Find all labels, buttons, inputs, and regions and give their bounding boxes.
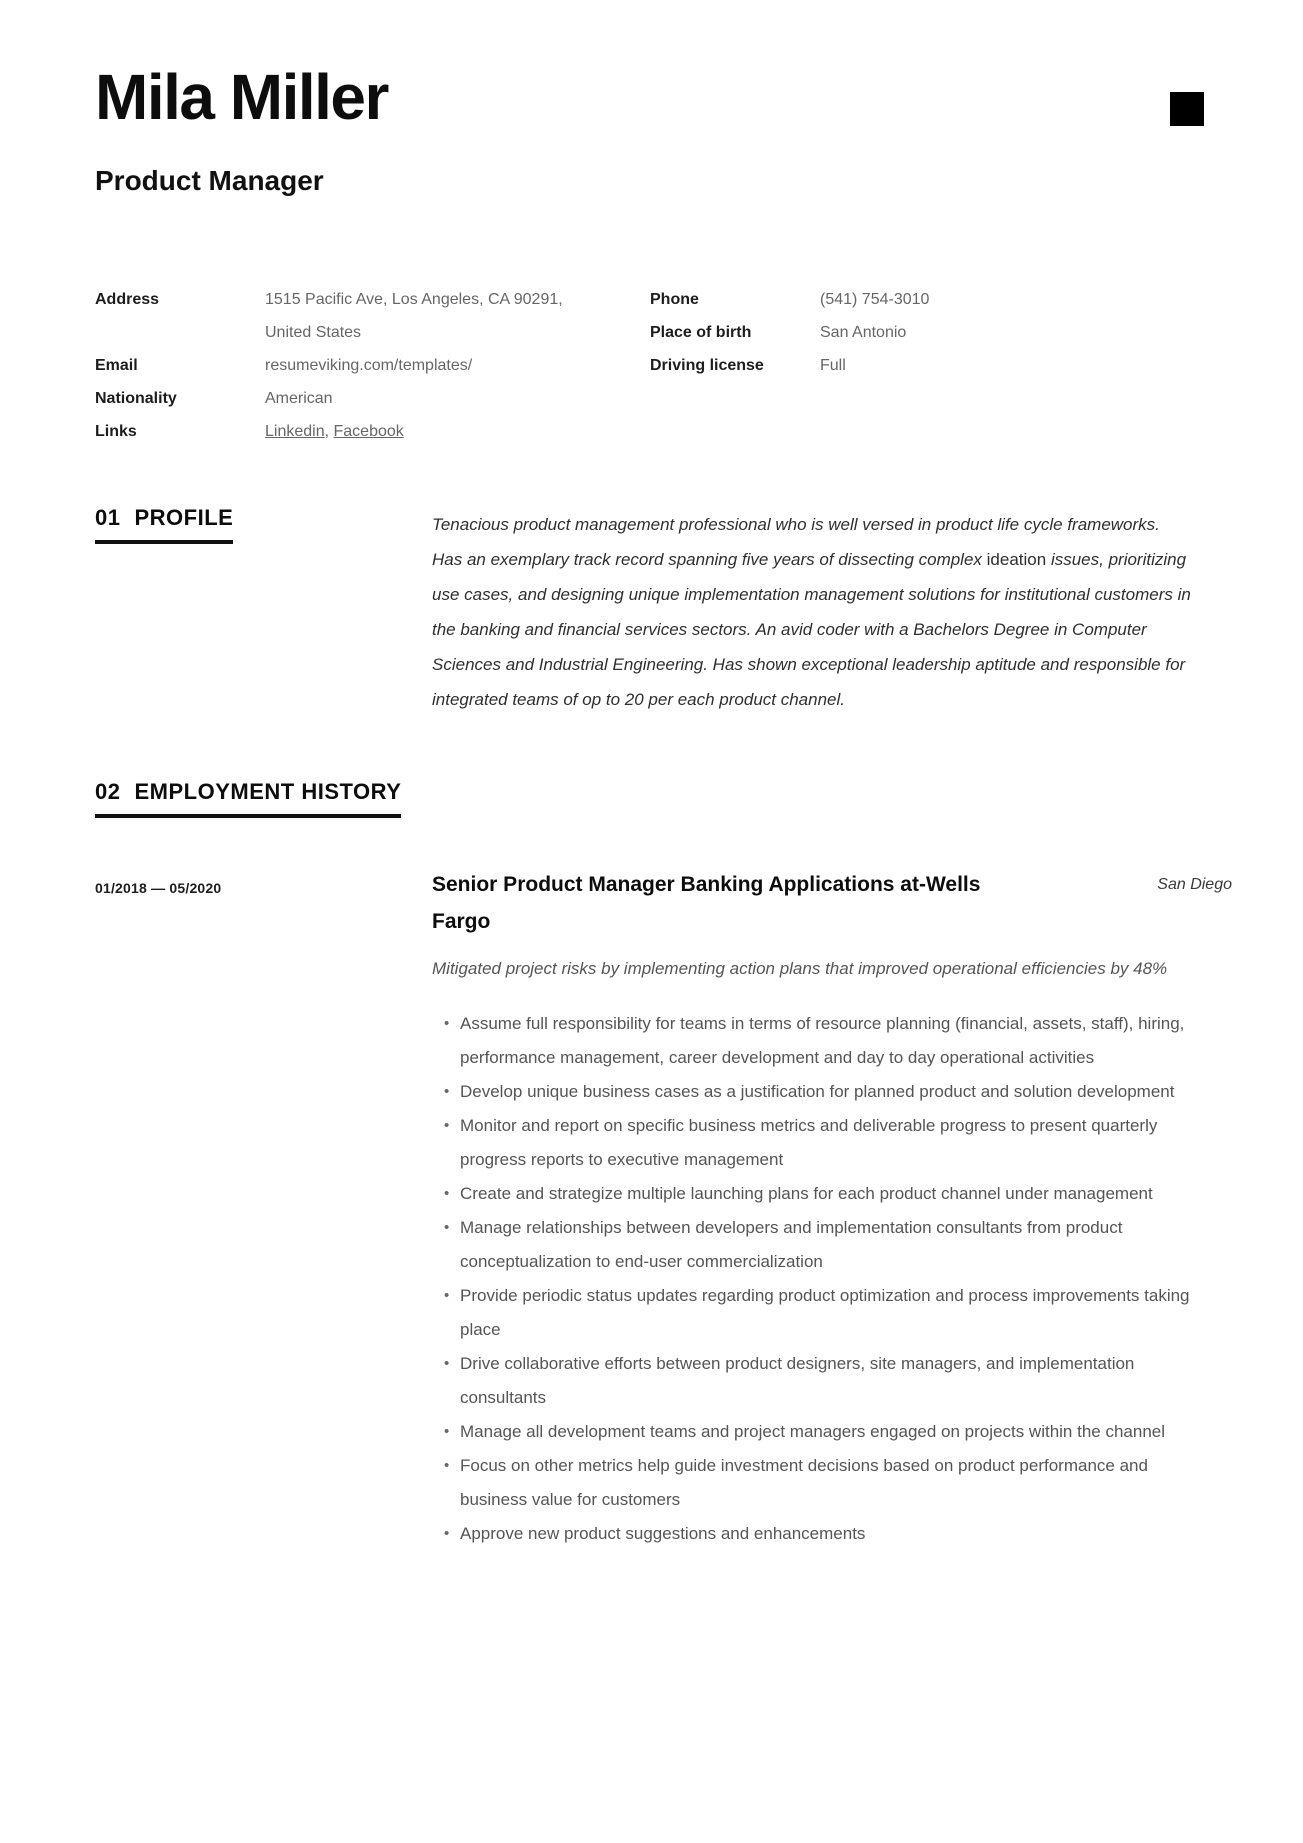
profile-paragraph [432, 507, 1192, 717]
links-label: Links [95, 423, 137, 441]
email-label: Email [95, 357, 138, 375]
contact-column-right [650, 283, 1210, 448]
job-bullet: • Develop unique business cases as a justification for planned product and solution development [432, 1075, 1210, 1109]
address-value: 1515 Pacific Ave, Los Angeles, CA 90291, United States [265, 291, 563, 342]
job-entry [95, 866, 1303, 1551]
job-bullet: • Manage all development teams and project managers engaged on projects within the channel [432, 1415, 1210, 1449]
job-header [432, 866, 1232, 940]
person-name: Mila Miller [95, 61, 388, 133]
job-location: San Diego [1157, 876, 1232, 894]
employment-section [95, 779, 1303, 1551]
employment-section-heading [95, 779, 401, 818]
phone-label: Phone [650, 291, 699, 309]
contact-row-links [95, 415, 650, 448]
job-bullet: • Create and strategize multiple launching plans for each product channel under management [432, 1177, 1210, 1211]
contact-row-email [95, 349, 650, 382]
contact-row-address [95, 283, 650, 349]
job-dates: 01/2018 — 05/2020 [95, 880, 222, 897]
profile-section-number: 01 [95, 505, 121, 531]
profile-heading-column [95, 505, 432, 717]
contact-row-phone [650, 283, 1210, 316]
job-bullet: • Assume full responsibility for teams in terms of resource planning (financial, assets, staff), hiring, performance management, career development and day to day operational activities [432, 1007, 1210, 1075]
contact-row-driving-license [650, 349, 1210, 382]
job-bullet: • Focus on other metrics help guide investment decisions based on product performance and business value for customers [432, 1449, 1210, 1517]
job-details [432, 866, 1232, 1551]
nationality-label: Nationality [95, 390, 177, 408]
job-bullet-list [432, 1007, 1210, 1551]
place-of-birth-label: Place of birth [650, 324, 752, 342]
employment-section-title: EMPLOYMENT HISTORY [134, 779, 402, 805]
job-bullet: • Monitor and report on specific business metrics and deliverable progress to present quarterly progress reports to executive management [432, 1109, 1210, 1177]
contact-row-nationality [95, 382, 650, 415]
profile-section-title: PROFILE [134, 505, 234, 531]
linkedin-link[interactable]: Linkedin [265, 423, 325, 441]
profile-text-part1: Tenacious product management professional who is well versed in product life cycle frameworks. Has an exemplary track record spanning five years of dissecting complex [432, 515, 1160, 570]
driving-license-label: Driving license [650, 357, 764, 375]
brand-square-icon [1170, 92, 1204, 126]
job-title: Senior Product Manager Banking Applications at-Wells Fargo [432, 873, 981, 934]
place-of-birth-value: San Antonio [820, 324, 907, 342]
person-job-title: Product Manager [95, 165, 324, 197]
job-summary: Mitigated project risks by implementing action plans that improved operational efficiencies by 48% [432, 959, 1168, 979]
header [95, 61, 1303, 197]
nationality-value: American [265, 390, 333, 408]
links-separator: , [324, 423, 334, 441]
contact-row-place-of-birth [650, 316, 1210, 349]
phone-value: (541) 754-3010 [820, 291, 930, 309]
driving-license-value: Full [820, 357, 846, 375]
job-bullet: • Provide periodic status updates regarding product optimization and process improvements taking place [432, 1279, 1210, 1347]
facebook-link[interactable]: Facebook [333, 423, 404, 441]
profile-section [95, 505, 1303, 717]
contact-section [95, 283, 1303, 448]
job-bullet: • Approve new product suggestions and enhancements [432, 1517, 1210, 1551]
links-value [265, 415, 605, 448]
email-value: resumeviking.com/templates/ [265, 357, 473, 375]
profile-section-heading [95, 505, 233, 544]
job-bullet: • Drive collaborative efforts between product designers, site managers, and implementation consultants [432, 1347, 1210, 1415]
profile-text-part2: issues, prioritizing use cases, and designing unique implementation management solutions for institutional customers in the banking and financial services sectors. An avid coder with a Bachelors Degree in Computer Sciences and Industrial Engineering. Has shown exceptional leadership aptitude and responsible for integrated teams of op to 20 per each product channel. [432, 550, 1191, 710]
job-bullet: • Manage relationships between developers and implementation consultants from product conceptualization to end-user commercialization [432, 1211, 1210, 1279]
profile-text-upright: ideation [986, 550, 1047, 570]
contact-column-left [95, 283, 650, 448]
address-label: Address [95, 291, 160, 309]
employment-section-number: 02 [95, 779, 121, 805]
